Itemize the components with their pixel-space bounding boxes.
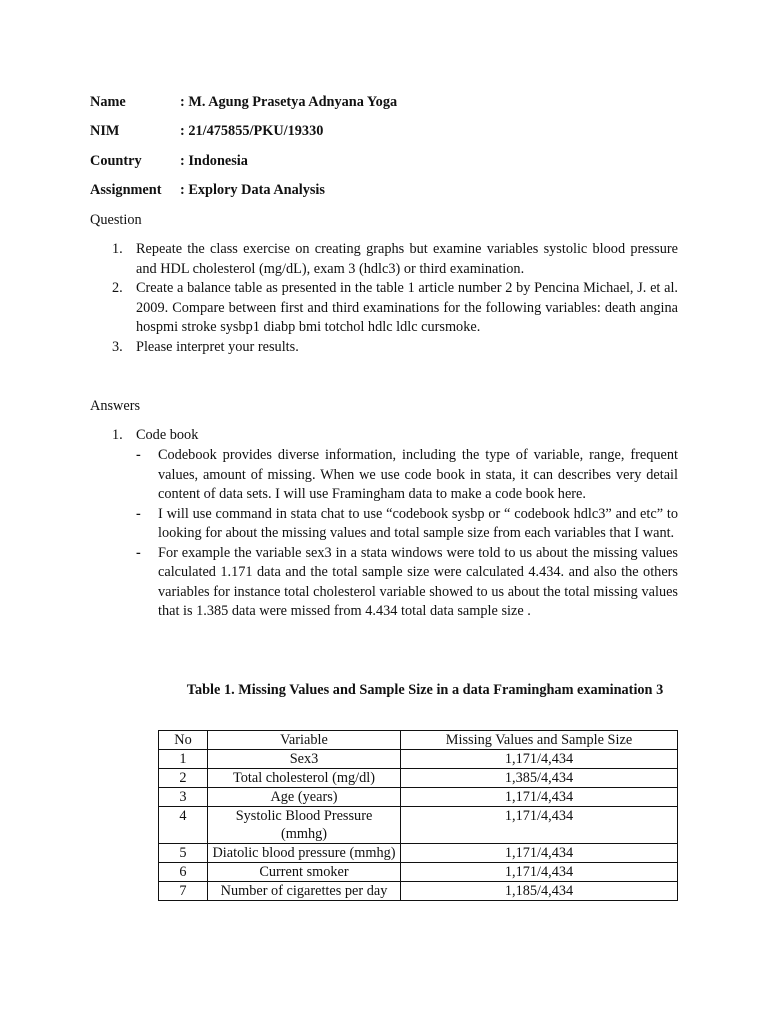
cell-value: 1,171/4,434: [401, 807, 678, 844]
codebook-bullet-list: [136, 446, 678, 622]
cell-variable: Current smoker: [208, 863, 401, 882]
question-text: Repeate the class exercise on creating graphs but examine variables systolic blood pressure and HDL cholesterol (mg/dL), exam 3 (hdlc3) or third examination.: [136, 241, 678, 277]
cell-no: 1: [159, 750, 208, 769]
nim-value: : 21/475855/PKU/19330: [180, 123, 324, 139]
bullet-item: [136, 505, 678, 544]
answer-number: 1.: [112, 427, 123, 443]
cell-no: 5: [159, 844, 208, 863]
question-list: [112, 240, 678, 357]
bullet-text: Codebook provides diverse information, including the type of variable, range, frequent values, amount of missing. When we use code book in stata, it can describes very detail content of data sets. I will use Framingham data to make a code book here.: [158, 447, 678, 502]
bullet-text: For example the variable sex3 in a stata windows were told to us about the missing values calculated 1.171 data and the total sample size were calculated 4.434. and also the others variables for instance total cholesterol variable showed to us about the total missing values that is 1.385 data were missed from 4.434 total data sample size .: [158, 544, 678, 619]
question-number: 3.: [112, 338, 123, 355]
question-number: 2.: [112, 280, 123, 296]
question-text: Please interpret your results.: [136, 338, 299, 355]
table-header-row: [159, 731, 678, 750]
answer-text: Code book: [136, 427, 199, 443]
cell-no: 2: [159, 769, 208, 788]
answers-heading: Answers: [90, 398, 141, 414]
answer-item: [112, 426, 678, 446]
assignment-value: : Explory Data Analysis: [180, 182, 325, 198]
cell-variable: Total cholesterol (mg/dl): [208, 769, 401, 788]
bullet-text: I will use command in stata chat to use “codebook sysbp or “ codebook hdlc3” and etc” to looking for about the missing values and total sample size from each variables that I want.: [158, 505, 678, 541]
name-label: Name: [90, 94, 126, 110]
bullet-item: [136, 544, 678, 622]
bullet-dash: -: [136, 505, 141, 522]
header-assignment-row: [90, 181, 325, 201]
header-variable: Variable: [208, 731, 401, 750]
header-name-row: [90, 93, 397, 113]
question-heading: Question: [90, 212, 142, 228]
cell-value: 1,171/4,434: [401, 788, 678, 807]
country-label: Country: [90, 153, 142, 169]
cell-no: 7: [159, 882, 208, 901]
table-row: [159, 769, 678, 788]
cell-value: 1,171/4,434: [401, 863, 678, 882]
assignment-label: Assignment: [90, 182, 162, 198]
header-nim-row: [90, 122, 323, 142]
nim-label: NIM: [90, 123, 120, 139]
bullet-item: [136, 446, 678, 505]
table-row: [159, 844, 678, 863]
cell-no: 3: [159, 788, 208, 807]
question-number: 1.: [112, 241, 123, 257]
table-row: [159, 863, 678, 882]
cell-value: 1,171/4,434: [401, 844, 678, 863]
cell-value: 1,171/4,434: [401, 750, 678, 769]
bullet-dash: -: [136, 447, 141, 463]
cell-value: 1,185/4,434: [401, 882, 678, 901]
question-text: Create a balance table as presented in the table 1 article number 2 by Pencina Michael, J. et al. 2009. Compare between first and third examinations for the following variables: death angina hospmi stroke sysbp1 diabp bmi totchol hdlc ldlc cursmoke.: [136, 280, 678, 335]
question-item: [112, 338, 678, 358]
table-caption: Table 1. Missing Values and Sample Size in a data Framingham examination 3: [186, 682, 664, 698]
cell-variable: Number of cigarettes per day: [208, 882, 401, 901]
table-row: [159, 788, 678, 807]
missing-values-table: [158, 730, 678, 901]
table-row: [159, 882, 678, 901]
question-item: [112, 279, 678, 338]
answers-list: [112, 426, 678, 446]
cell-variable: Sex3: [208, 750, 401, 769]
name-value: : M. Agung Prasetya Adnyana Yoga: [180, 94, 398, 110]
bullet-dash: -: [136, 544, 141, 561]
table-row: [159, 750, 678, 769]
cell-no: 6: [159, 863, 208, 882]
cell-variable: Diatolic blood pressure (mmhg): [208, 844, 401, 863]
cell-variable: Systolic Blood Pressure (mmhg): [208, 807, 401, 844]
country-value: : Indonesia: [180, 153, 248, 169]
question-item: [112, 240, 678, 279]
header-missing-values: Missing Values and Sample Size: [401, 731, 678, 750]
cell-no: 4: [159, 807, 208, 844]
header-no: No: [159, 731, 208, 750]
header-country-row: [90, 152, 248, 172]
table-row: [159, 807, 678, 844]
cell-variable: Age (years): [208, 788, 401, 807]
cell-value: 1,385/4,434: [401, 769, 678, 788]
